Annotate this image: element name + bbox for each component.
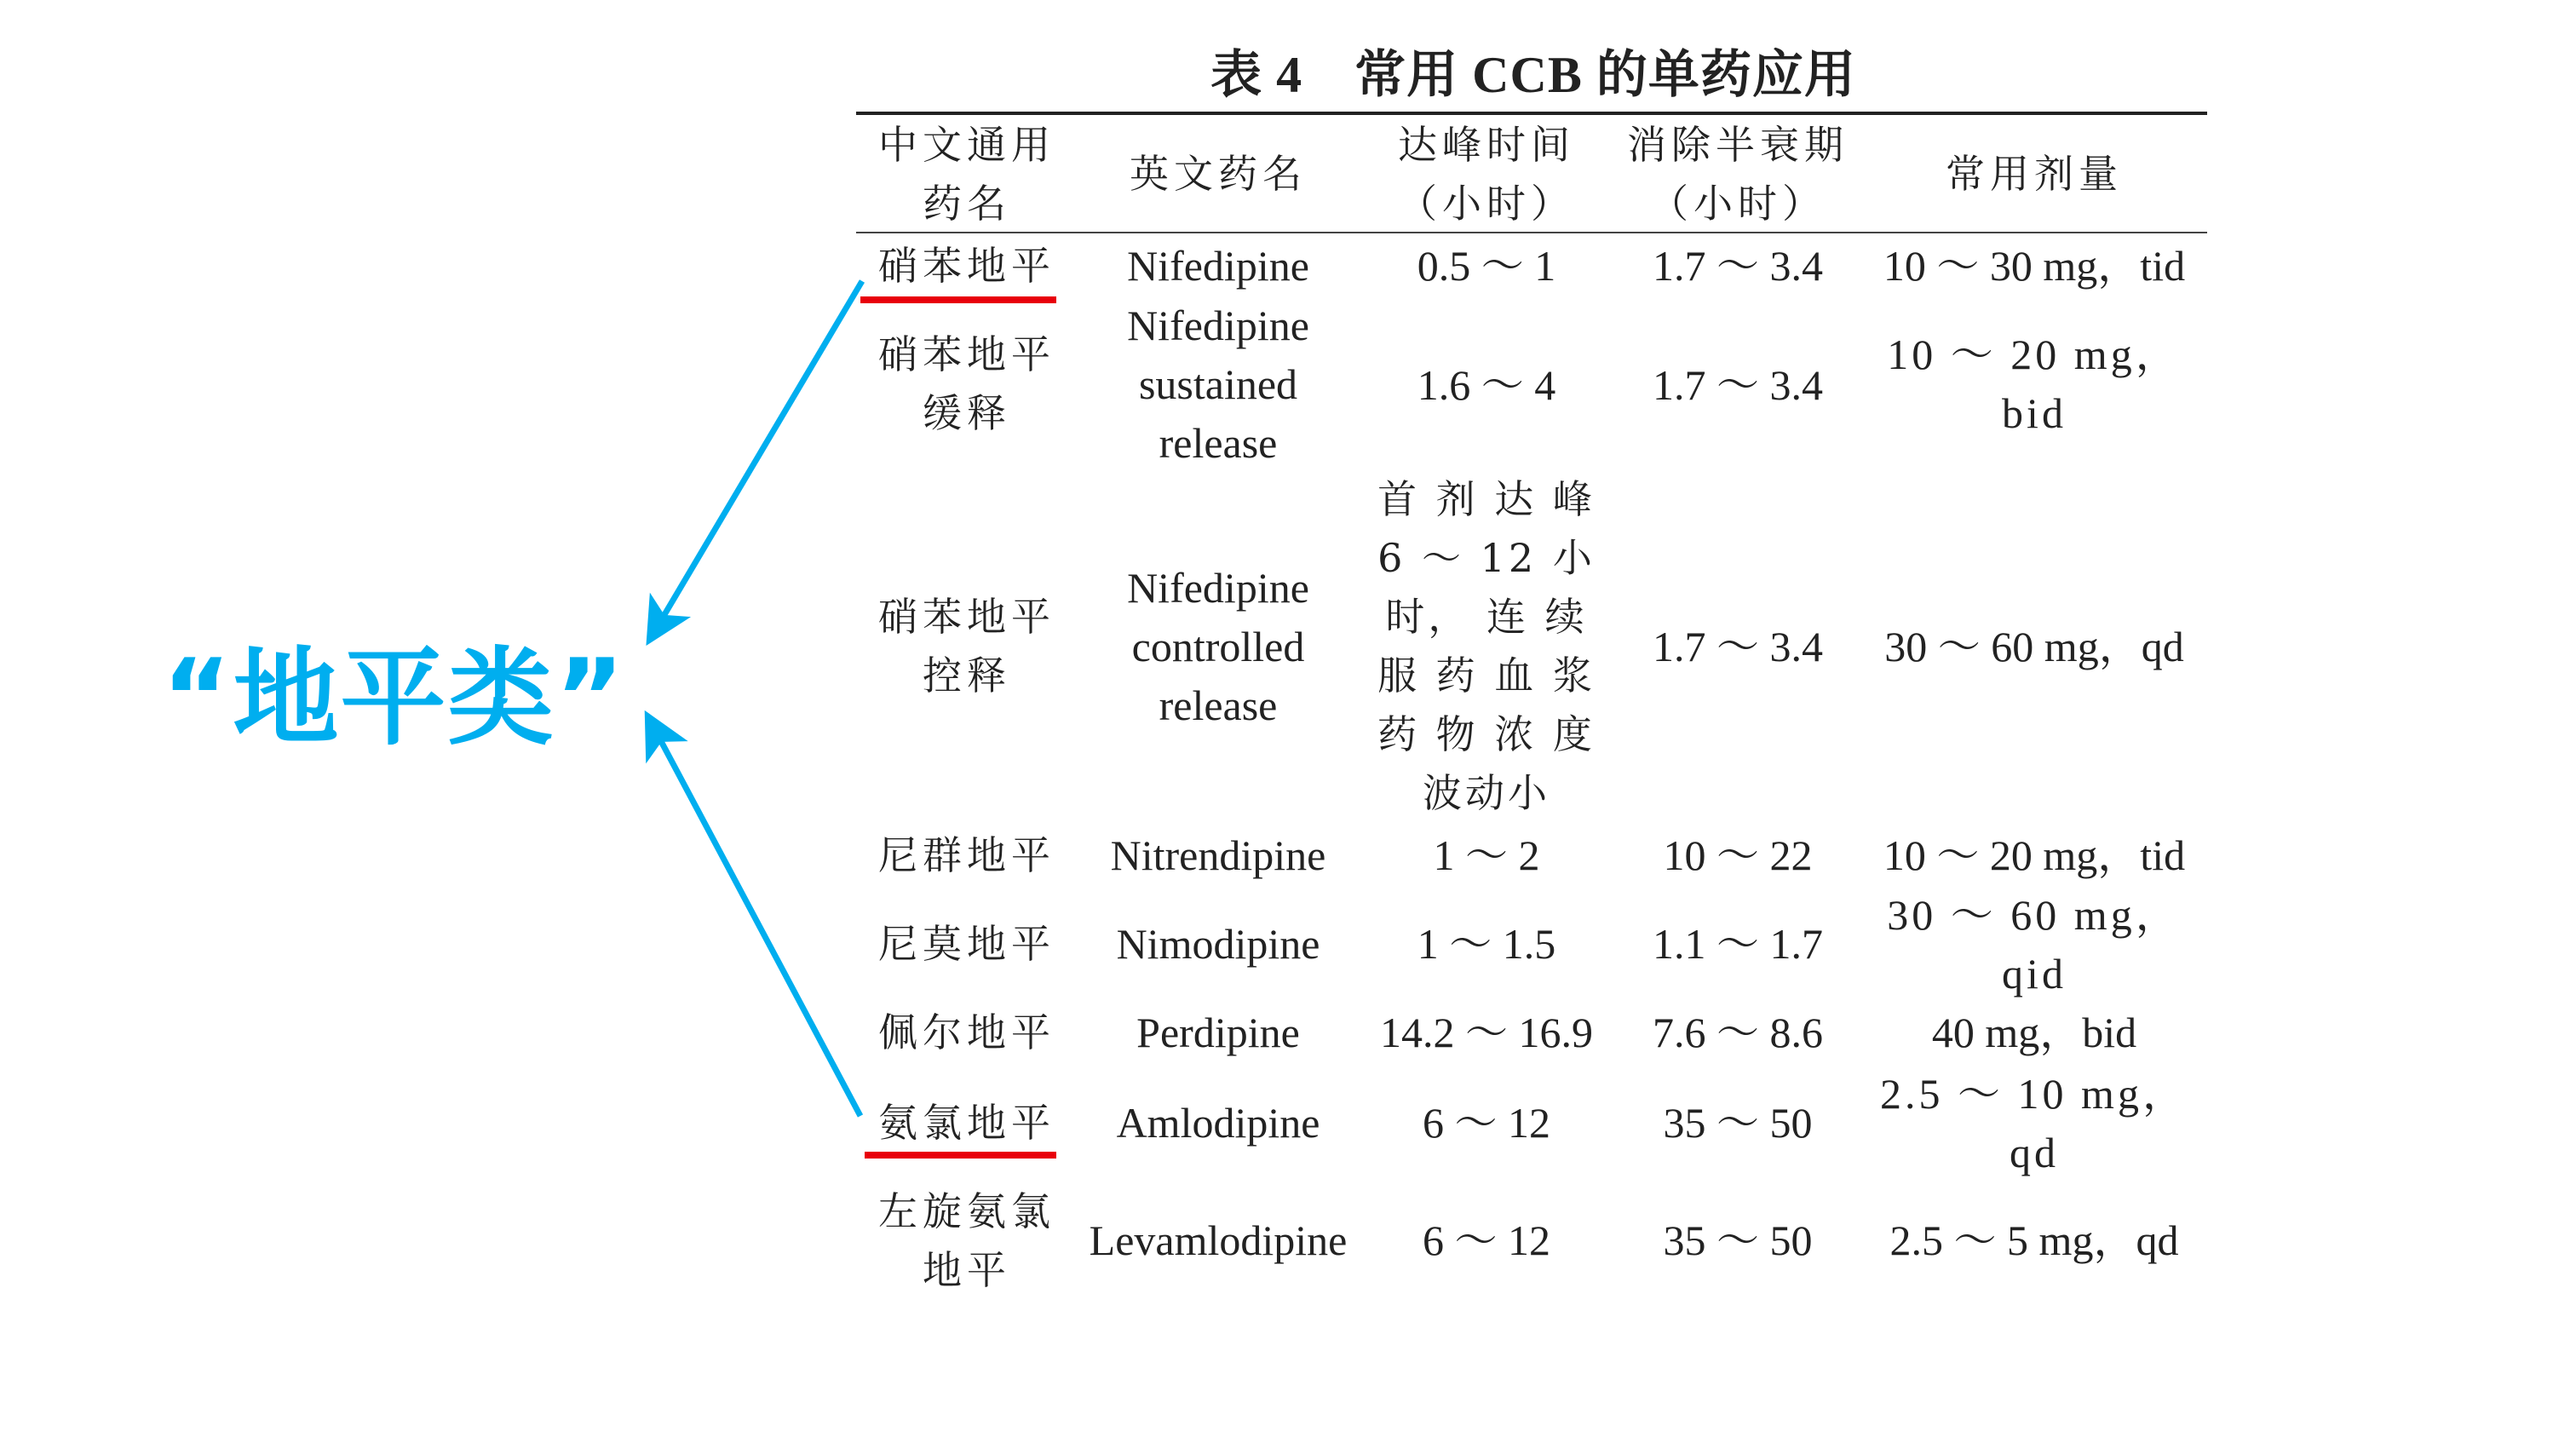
header-cn-name: 中文通用 药名 xyxy=(878,122,1055,227)
half-life: 1.7 ～ 3.4 xyxy=(1653,623,1823,670)
dose: 30 ～ 60 mg， qid xyxy=(1887,891,2182,998)
peak-time: 0.5 ～ 1 xyxy=(1417,242,1556,290)
header-en-name: 英文药名 xyxy=(1130,151,1307,197)
en-name: Nifedipine controlled release xyxy=(1127,564,1309,729)
peak-time: 1 ～ 1.5 xyxy=(1417,920,1556,968)
half-life: 10 ～ 22 xyxy=(1663,831,1813,879)
en-name: Levamlodipine xyxy=(1089,1216,1348,1264)
header-peak-time: 达峰时间 （小时） xyxy=(1398,122,1575,227)
arrow-amlodipine-to-label xyxy=(647,716,860,1116)
half-life: 1.1 ～ 1.7 xyxy=(1653,920,1823,968)
cn-name: 硝苯地平 缓释 xyxy=(878,331,1055,436)
dose: 10 ～ 30 mg，tid xyxy=(1883,242,2186,290)
peak-time: 14.2 ～ 16.9 xyxy=(1380,1009,1593,1056)
dose: 30 ～ 60 mg，qd xyxy=(1884,623,2184,670)
half-life: 35 ～ 50 xyxy=(1663,1216,1813,1264)
peak-time: 6 ～ 12 xyxy=(1423,1099,1550,1147)
peak-time: 1 ～ 2 xyxy=(1433,831,1540,879)
cn-name: 尼莫地平 xyxy=(878,921,1055,967)
dose: 10 ～ 20 mg， bid xyxy=(1887,331,2182,437)
dipine-class-label: “地平类” xyxy=(162,637,626,760)
dose: 2.5 ～ 5 mg，qd xyxy=(1889,1216,2179,1264)
peak-time: 首 剂 达 峰 6 ～ 12 小 时， 连 续 服 药 血 浆 药 物 浓 度 波动小 xyxy=(1377,476,1596,816)
half-life: 1.7 ～ 3.4 xyxy=(1653,361,1823,409)
half-life: 7.6 ～ 8.6 xyxy=(1653,1009,1823,1056)
en-name: Amlodipine xyxy=(1116,1099,1320,1147)
cn-name: 左旋氨氯 地平 xyxy=(878,1188,1055,1293)
en-name: Nifedipine xyxy=(1127,242,1309,290)
header-half-life: 消除半衰期 （小时） xyxy=(1627,122,1849,227)
en-name: Nifedipine sustained release xyxy=(1127,302,1309,467)
cn-name: 硝苯地平 xyxy=(878,243,1055,289)
peak-time: 6 ～ 12 xyxy=(1423,1216,1550,1264)
header-dose: 常用剂量 xyxy=(1946,151,2123,197)
half-life: 35 ～ 50 xyxy=(1663,1099,1813,1147)
en-name: Nimodipine xyxy=(1116,920,1320,968)
dose: 2.5 ～ 10 mg， qd xyxy=(1880,1070,2188,1176)
cn-name: 尼群地平 xyxy=(878,832,1055,878)
red-underline-nifedipine xyxy=(860,296,1056,303)
dose: 10 ～ 20 mg，tid xyxy=(1883,831,2186,879)
en-name: Nitrendipine xyxy=(1110,831,1326,879)
dose: 40 mg，bid xyxy=(1931,1009,2137,1056)
red-underline-amlodipine xyxy=(865,1152,1056,1159)
cn-name: 氨氯地平 xyxy=(878,1100,1055,1146)
cn-name: 佩尔地平 xyxy=(878,1009,1055,1055)
arrow-nifedipine-to-label xyxy=(649,281,862,641)
peak-time: 1.6 ～ 4 xyxy=(1417,361,1556,409)
table-title: 表 4 常用 CCB 的单药应用 xyxy=(1210,47,1856,103)
en-name: Perdipine xyxy=(1136,1009,1300,1056)
half-life: 1.7 ～ 3.4 xyxy=(1653,242,1823,290)
cn-name: 硝苯地平 控释 xyxy=(878,594,1055,699)
